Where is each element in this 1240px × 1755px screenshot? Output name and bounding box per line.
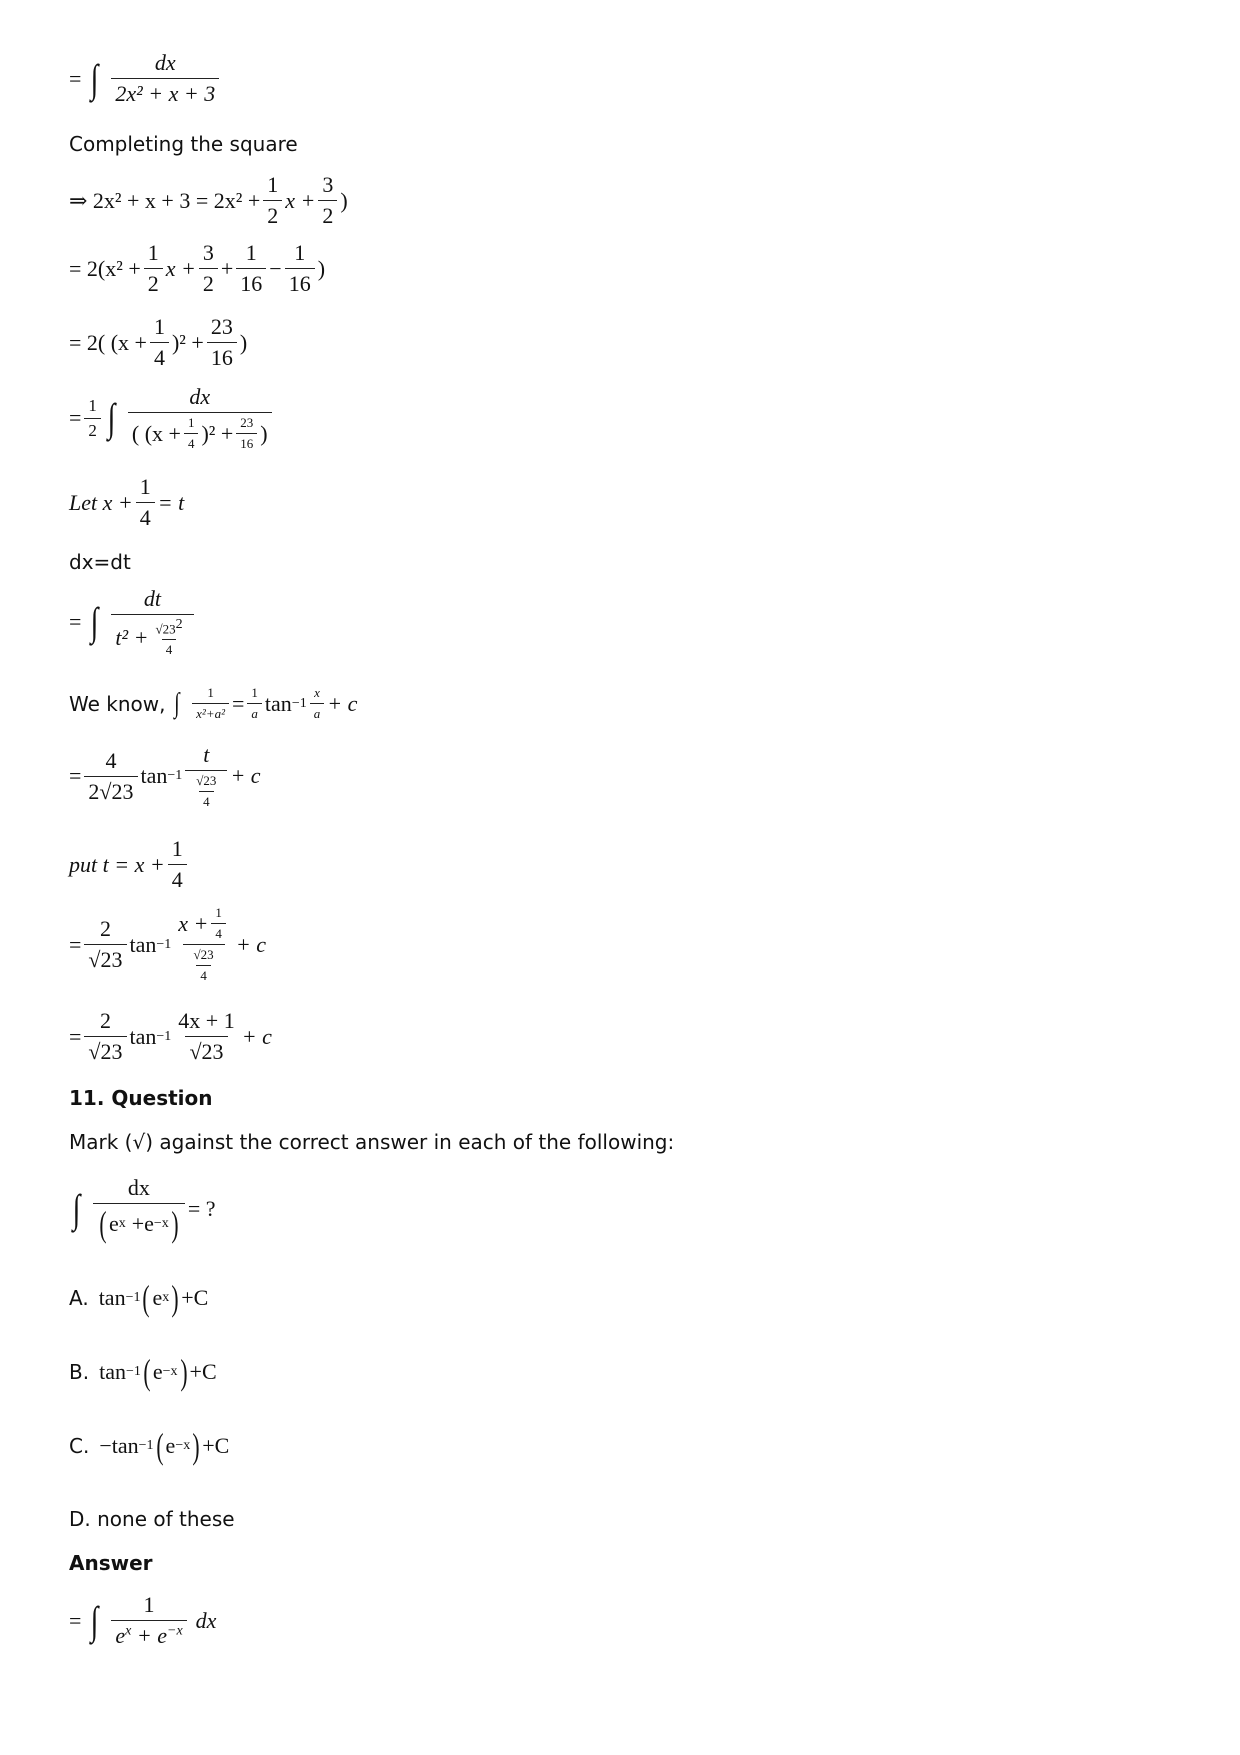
step-known-formula [69, 685, 357, 722]
base: e [152, 1285, 163, 1310]
integral-sign: ∫ [174, 687, 181, 719]
equals-sign: = [69, 1023, 82, 1049]
numerator: dx [127, 1175, 150, 1200]
frac-num: 1 [267, 172, 279, 197]
frac-den: 2 [318, 200, 337, 229]
step-result-x [69, 905, 266, 984]
frac-num: 2 [99, 1008, 111, 1033]
frac-num: 1 [88, 395, 97, 415]
frac-num: 1 [251, 685, 258, 700]
option-label: B. [69, 1360, 90, 1384]
integral-sign: ∫ [91, 55, 99, 101]
exponent: x [118, 1216, 126, 1231]
expr-tail: + c [235, 931, 267, 957]
frac-den: 4 [184, 433, 199, 452]
function-name: tan [98, 1285, 126, 1310]
right-paren: ) [171, 1204, 179, 1244]
frac-num: √23 [196, 773, 217, 788]
function-name: tan [129, 1023, 157, 1049]
frac-den: a [313, 706, 321, 721]
function-name: tan [111, 1433, 139, 1458]
den-part: ( (x + [131, 420, 181, 446]
num-part: x + [178, 910, 209, 936]
equals-sign: = [69, 405, 82, 430]
frac-num: t [203, 742, 210, 767]
answer-expression [69, 1592, 216, 1649]
equals-sign: = [69, 931, 82, 957]
frac-den: 16 [285, 268, 315, 297]
function-name: tan [264, 690, 292, 716]
frac-num: √23 [193, 947, 214, 962]
exponent: x [125, 1623, 132, 1639]
frac-num: 1 [294, 240, 306, 265]
integral-sign: ∫ [72, 1185, 81, 1231]
frac-den: 2 [144, 268, 163, 297]
formula-label: We know, [69, 691, 166, 716]
numerator: dt [143, 586, 162, 611]
fraction [111, 50, 219, 107]
expr-lead: ⇒ 2x² + x + 3 = 2x² + [69, 187, 261, 213]
function-name: tan [140, 763, 168, 788]
exponent: 2 [175, 617, 183, 632]
frac-den: √23 [185, 1036, 227, 1065]
base: e [165, 1433, 176, 1458]
frac-num: 3 [322, 172, 334, 197]
option-label: A. [69, 1286, 89, 1310]
plus-sign: + [220, 255, 234, 281]
expr-lead: Let x + [69, 489, 133, 515]
completing-square-label: Completing the square [69, 132, 298, 156]
minus-sign: − [269, 255, 282, 281]
frac-den: 4 [168, 864, 187, 893]
base: e [152, 1359, 163, 1384]
frac-den: 2 [84, 418, 101, 441]
expr-tail: +C [202, 1433, 230, 1458]
frac-num: 3 [202, 240, 214, 265]
frac-num: √23 [155, 621, 176, 637]
frac-num: 1 [153, 314, 165, 339]
step-integral-1 [69, 50, 222, 107]
expr-tail: + c [327, 690, 358, 716]
expr-lead: = 2( (x + [69, 329, 147, 355]
question-expression [69, 1175, 215, 1242]
option-c[interactable]: C. − tan −1 ( e −x ) +C [69, 1426, 230, 1466]
exponent: x [162, 1290, 170, 1305]
step-result-t [69, 742, 261, 810]
frac-den: 16 [236, 268, 266, 297]
frac-den: 4 [196, 965, 211, 984]
expr-tail: +C [189, 1359, 217, 1384]
step-expansion-1 [69, 172, 348, 229]
frac-num: 4 [105, 747, 117, 773]
frac-den: 16 [207, 342, 237, 371]
exponent: −1 [156, 1028, 172, 1044]
frac-den: 4 [150, 342, 169, 371]
numerator: dx [154, 50, 176, 75]
frac-den: 4 [199, 791, 214, 810]
integral-sign: ∫ [91, 1597, 99, 1643]
exponent: −x [167, 1623, 183, 1639]
frac-den: 4 [162, 639, 177, 658]
frac-num: 1 [215, 905, 222, 920]
exponent: −1 [125, 1290, 141, 1305]
frac-den: 2 [263, 200, 282, 229]
den-part: +e [131, 1211, 154, 1236]
frac-num: 4x + 1 [178, 1008, 235, 1033]
frac-num: 1 [187, 415, 195, 430]
option-label: C. [69, 1434, 90, 1458]
function-name: tan [99, 1359, 126, 1384]
frac-num: 23 [210, 314, 233, 339]
exponent: −1 [291, 695, 307, 711]
expr-lead: put t = x + [69, 851, 165, 877]
frac-num: 1 [171, 836, 183, 861]
frac-num: 1 [147, 240, 159, 265]
expr-lead: = 2(x² + [69, 255, 141, 281]
denominator: 2x² + x + 3 [115, 81, 216, 106]
question-title: 11. Question [69, 1086, 213, 1110]
integral-sign: ∫ [107, 395, 116, 440]
frac-den: a [251, 706, 258, 721]
frac-num: 2 [99, 916, 111, 941]
frac-den: 4 [136, 502, 155, 531]
option-a[interactable]: A. tan −1 ( e x ) +C [69, 1278, 209, 1318]
frac-num: 23 [240, 415, 254, 430]
expr-tail: + c [230, 763, 261, 788]
dx-equals-dt: dx=dt [69, 550, 131, 574]
frac-num: 1 [207, 685, 214, 700]
function-name: tan [129, 931, 157, 957]
equals-sign: = [69, 65, 82, 91]
exponent: −1 [125, 1364, 141, 1379]
expr-tail: = t [157, 489, 185, 515]
option-d[interactable]: D. none of these [69, 1507, 235, 1531]
equals-sign: = [69, 609, 82, 635]
left-paren: ( [99, 1204, 107, 1244]
equals-sign: = [232, 690, 245, 716]
expr-mid: )² + [171, 329, 204, 355]
expr-tail: ) [317, 255, 326, 281]
frac-den: 2√23 [84, 776, 137, 805]
expr-tail: +C [181, 1285, 209, 1310]
step-expansion-2 [69, 240, 325, 297]
step-integral-2 [69, 384, 275, 452]
frac-num: x [314, 685, 320, 700]
den-part: + e [131, 1623, 167, 1648]
den-part: ) [260, 420, 268, 446]
den-part: e [115, 1623, 126, 1648]
exponent: −1 [138, 1438, 154, 1453]
den-part: )² + [201, 420, 234, 446]
expr-tail: + c [241, 1023, 272, 1049]
expr-tail: = ? [187, 1195, 216, 1221]
frac-num: 1 [139, 474, 151, 499]
frac-den: 2 [199, 268, 218, 297]
numerator: dx [189, 384, 211, 409]
step-substitution [69, 474, 184, 531]
frac-den: 4 [211, 923, 226, 942]
expr-tail: dx [195, 1607, 217, 1633]
option-b[interactable]: B. tan −1 ( e −x ) +C [69, 1352, 217, 1392]
frac-den: x²+a² [196, 706, 225, 721]
exponent: −1 [156, 936, 172, 952]
equals-sign: = [69, 763, 82, 788]
frac-den: √23 [84, 944, 126, 973]
exponent: −x [175, 1438, 191, 1453]
den-part: e [108, 1211, 119, 1236]
step-square-form [69, 314, 247, 371]
step-integral-3 [69, 586, 197, 658]
den-part: t² + [115, 624, 149, 650]
answer-title: Answer [69, 1551, 153, 1575]
option-prefix: − [99, 1433, 112, 1458]
expr-tail: ) [340, 187, 348, 213]
exponent: −1 [167, 768, 183, 783]
frac-den: √23 [84, 1036, 126, 1065]
step-back-substitution [69, 836, 190, 893]
numerator: 1 [143, 1592, 155, 1617]
step-final-result [69, 1008, 272, 1065]
frac-num: 1 [245, 240, 257, 265]
expr-mid: x + [165, 255, 196, 281]
expr-tail: ) [239, 329, 248, 355]
integral-sign: ∫ [91, 599, 99, 645]
equals-sign: = [69, 1607, 82, 1633]
exponent: −x [153, 1216, 169, 1231]
frac-den: 16 [236, 433, 257, 452]
exponent: −x [162, 1364, 178, 1379]
question-prompt: Mark (√) against the correct answer in each of the following: [69, 1130, 675, 1154]
expr-mid: x + [285, 187, 316, 213]
